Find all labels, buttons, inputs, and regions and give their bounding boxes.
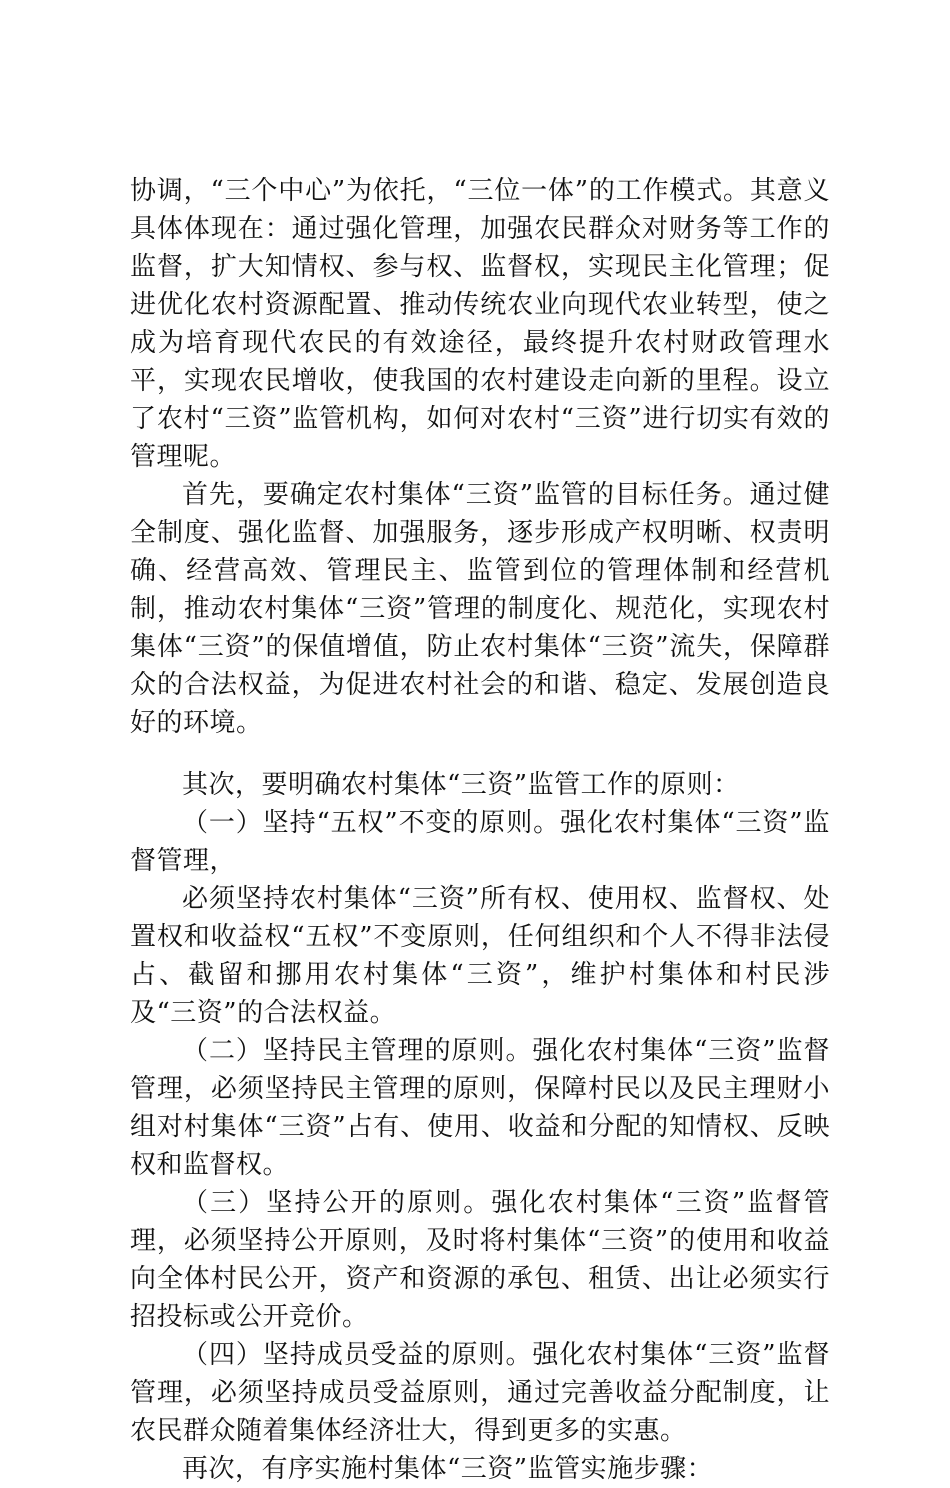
paragraph-principle-1-body: 必须坚持农村集体“三资”所有权、使用权、监督权、处置权和收益权“五权”不变原则，任何组织和个人不得非法侵占、截留和挪用农村集体“三资”，维护村集体和村民涉及“三资”的合法权益。: [130, 884, 830, 1028]
paragraph-second-principles: 其次，要明确农村集体“三资”监管工作的原则：: [182, 770, 740, 800]
paragraph-principle-4: （四）坚持成员受益的原则。强化农村集体“三资”监督管理，必须坚持成员受益原则，通过完善收益分配制度，让农民群众随着集体经济壮大，得到更多的实惠。: [130, 1340, 830, 1446]
paragraph-intro-continuation: 协调，“三个中心”为依托，“三位一体”的工作模式。其意义具体体现在：通过强化管理，加强农民群众对财务等工作的监督，扩大知情权、参与权、监督权，实现民主化管理；促进优化农村资源配置、推动传统农业向现代农业转型，使之成为培育现代农民的有效途径，最终提升农村财政管理水平，实现农民增收，使我国的农村建设走向新的里程。设立了农村“三资”监管机构，如何对农村“三资”进行切实有效的管理呢。: [130, 176, 830, 472]
paragraph-principle-2: （二）坚持民主管理的原则。强化农村集体“三资”监督管理，必须坚持民主管理的原则，保障村民以及民主理财小组对村集体“三资”占有、使用、收益和分配的知情权、反映权和监督权。: [130, 1036, 830, 1180]
paragraph-spacer: [130, 742, 830, 766]
paragraph-first-goal: 首先，要确定农村集体“三资”监管的目标任务。通过健全制度、强化监督、加强服务，逐步形成产权明晰、权责明确、经营高效、管理民主、监管到位的管理体制和经营机制，推动农村集体“三资”管理的制度化、规范化，实现农村集体“三资”的保值增值，防止农村集体“三资”流失，保障群众的合法权益，为促进农村社会的和谐、稳定、发展创造良好的环境。: [130, 480, 830, 738]
paragraph-third-steps: 再次，有序实施村集体“三资”监管实施步骤：: [182, 1454, 714, 1484]
paragraph-principle-1-heading: （一）坚持“五权”不变的原则。强化农村集体“三资”监督管理，: [130, 808, 830, 876]
paragraph-principle-3: （三）坚持公开的原则。强化农村集体“三资”监督管理，必须坚持公开原则，及时将村集体“三资”的使用和收益向全体村民公开，资产和资源的承包、租赁、出让必须实行招投标或公开竞价。: [130, 1188, 830, 1332]
document-body: [130, 172, 830, 1488]
